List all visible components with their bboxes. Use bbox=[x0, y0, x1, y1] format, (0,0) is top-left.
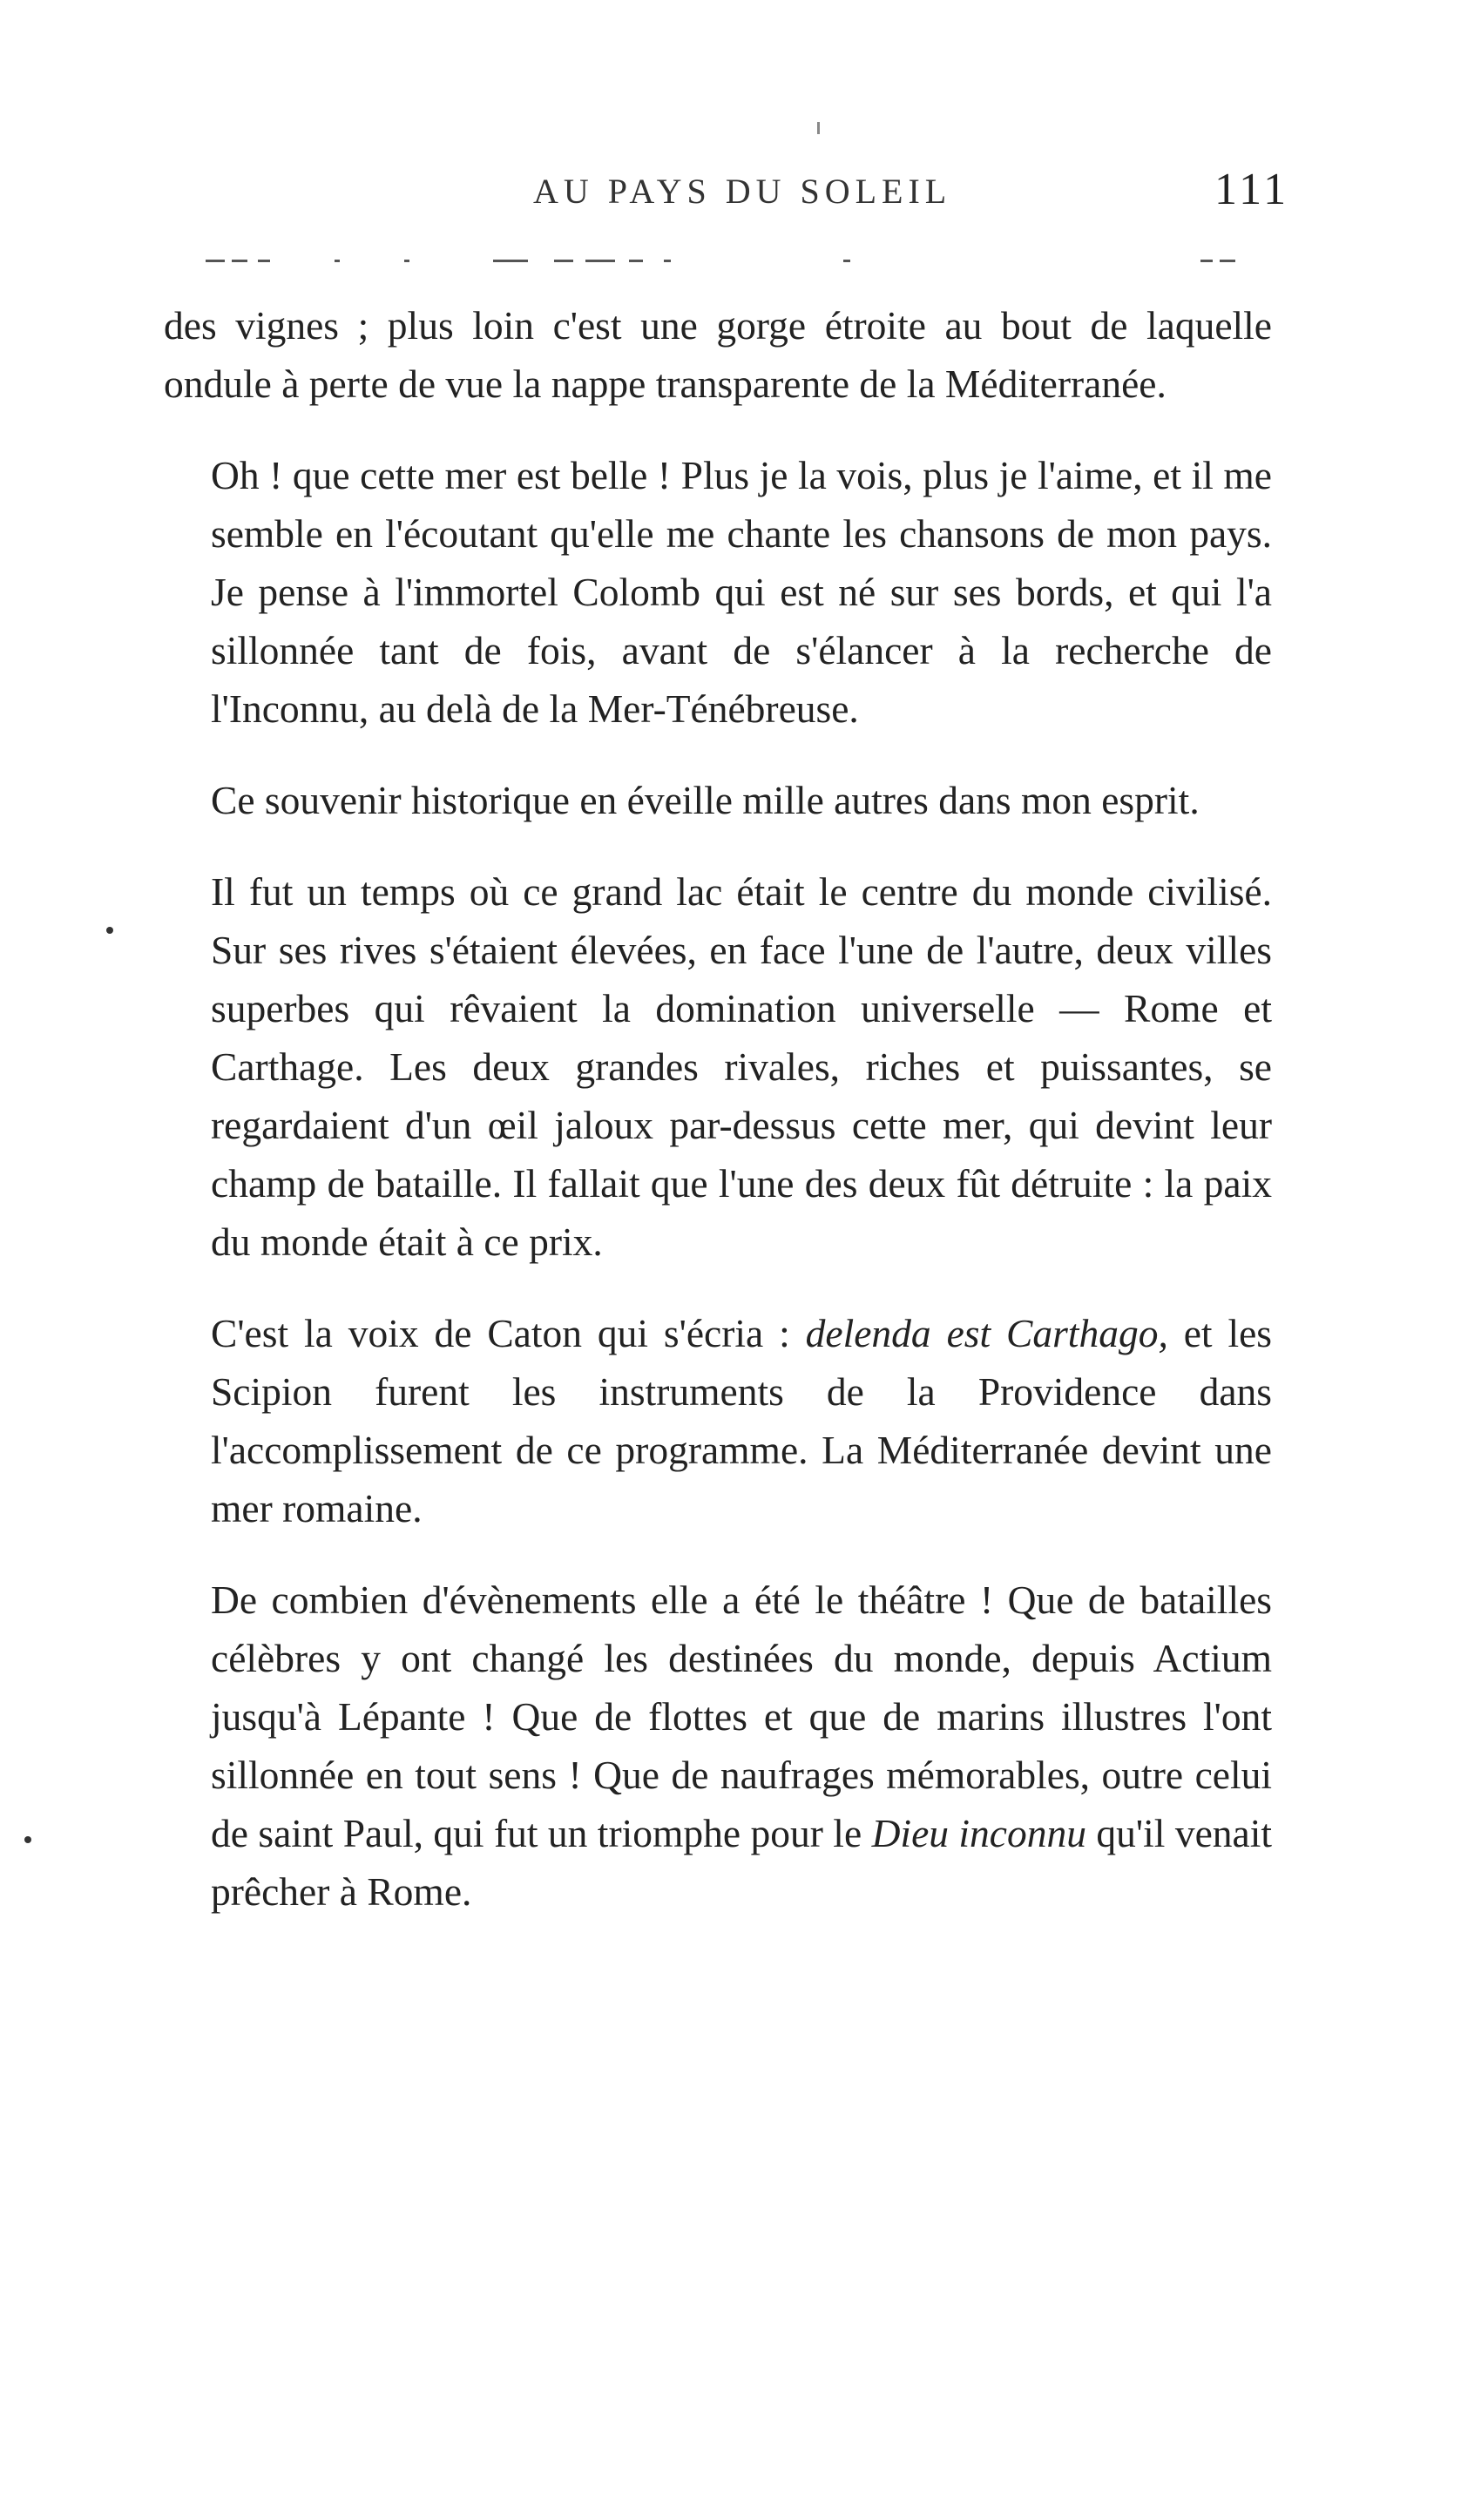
italic-phrase: Dieu inconnu bbox=[871, 1811, 1087, 1855]
paragraph-text: qu'il venait prêcher à Rome. bbox=[211, 1811, 1272, 1914]
paragraph: Oh ! que cette mer est belle ! Plus je la vois, plus je l'aime, et il me semble en l'écoutant qu'elle me chante les chansons de mon pays. Je pense à l'immortel Colomb qui est né sur ses bords, et qui l'a sillonnée tant de fois, avant de s'élancer à la recherche de l'Inconnu, au delà de la Mer-Ténébreuse. bbox=[211, 453, 1272, 731]
paragraph bbox=[164, 1571, 1272, 1921]
page-number: 111 bbox=[1214, 165, 1290, 214]
latin-quote: delenda est Carthago, bbox=[805, 1311, 1168, 1355]
running-head bbox=[0, 165, 1481, 223]
running-title: AU PAYS DU SOLEIL bbox=[533, 172, 952, 211]
paragraph bbox=[164, 1304, 1272, 1537]
paragraph-text: C'est la voix de Caton qui s'écria : bbox=[211, 1311, 806, 1355]
ink-speck bbox=[106, 927, 113, 934]
paragraph: Il fut un temps où ce grand lac était le centre du monde civilisé. Sur ses rives s'étaient élevées, en face l'une de l'autre, deux villes superbes qui rêvaient la domination universelle — Rome et Carthage. Les deux grandes rivales, riches et puissantes, se regardaient d'un œil jaloux par-dessus cette mer, qui devint leur champ de bataille. Il fallait que l'une des deux fût détruite : la paix du monde était à ce prix. bbox=[211, 869, 1272, 1264]
body-text bbox=[164, 296, 1272, 1921]
paragraph: Ce souvenir historique en éveille mille autres dans mon esprit. bbox=[211, 778, 1200, 822]
paragraph-text: De combien d'évènements elle a été le théâtre ! Que de batailles célèbres y ont changé les destinées du monde, depuis Actium jusqu'à Lépante ! Que de flottes et que de marins illustres l'ont sillonnée en tout sens ! Que de naufrages mémorables, outre celui de saint Paul, qui fut un triomphe pour le bbox=[211, 1578, 1272, 1855]
header-rule bbox=[0, 256, 1481, 265]
paragraph: des vignes ; plus loin c'est une gorge étroite au bout de laquelle ondule à perte de vue la nappe transparente de la Méditerranée. bbox=[164, 303, 1272, 406]
ink-speck bbox=[24, 1836, 31, 1843]
print-mark bbox=[817, 122, 820, 134]
paragraph-text: et les Scipion furent les instruments de la Providence dans l'accomplissement de ce programme. La Méditerranée devint une mer romaine. bbox=[211, 1311, 1272, 1530]
